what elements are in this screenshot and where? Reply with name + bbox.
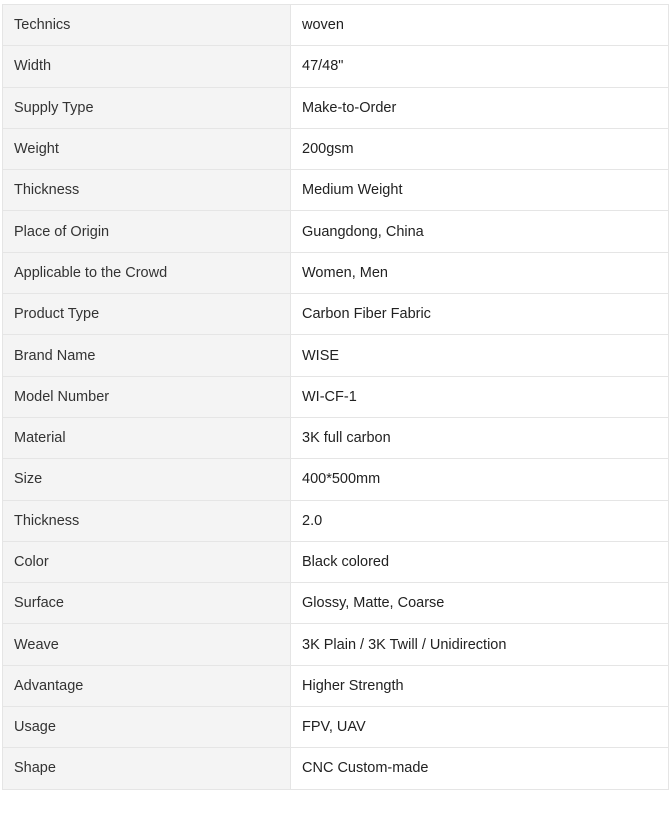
spec-label: Applicable to the Crowd [3,252,291,293]
table-row [3,624,669,665]
spec-value: Glossy, Matte, Coarse [291,583,669,624]
spec-label: Model Number [3,376,291,417]
spec-label: Width [3,46,291,87]
table-row [3,583,669,624]
spec-value: 3K full carbon [291,417,669,458]
table-row [3,87,669,128]
spec-value: woven [291,5,669,46]
table-row [3,211,669,252]
spec-value: 47/48" [291,46,669,87]
table-row [3,252,669,293]
table-row [3,459,669,500]
spec-label: Color [3,541,291,582]
table-row [3,335,669,376]
spec-label: Technics [3,5,291,46]
table-row [3,46,669,87]
table-row [3,128,669,169]
spec-value: Make-to-Order [291,87,669,128]
spec-label: Advantage [3,665,291,706]
table-row [3,665,669,706]
spec-value: Guangdong, China [291,211,669,252]
spec-value: WISE [291,335,669,376]
spec-label: Place of Origin [3,211,291,252]
table-row [3,541,669,582]
spec-value: CNC Custom-made [291,748,669,789]
spec-value: WI-CF-1 [291,376,669,417]
spec-value: Black colored [291,541,669,582]
spec-value: Higher Strength [291,665,669,706]
spec-label: Product Type [3,294,291,335]
spec-label: Material [3,417,291,458]
spec-value: 200gsm [291,128,669,169]
table-row [3,170,669,211]
spec-label: Surface [3,583,291,624]
spec-value: Women, Men [291,252,669,293]
spec-label: Supply Type [3,87,291,128]
spec-label: Thickness [3,500,291,541]
table-row [3,500,669,541]
spec-label: Brand Name [3,335,291,376]
spec-label: Shape [3,748,291,789]
product-specs-table [2,4,669,790]
table-row [3,417,669,458]
table-row [3,5,669,46]
table-row [3,294,669,335]
spec-value: 2.0 [291,500,669,541]
specs-table-body [3,5,669,790]
spec-value: 3K Plain / 3K Twill / Unidirection [291,624,669,665]
spec-label: Thickness [3,170,291,211]
spec-value: Medium Weight [291,170,669,211]
spec-label: Usage [3,707,291,748]
spec-label: Weight [3,128,291,169]
table-row [3,376,669,417]
spec-value: 400*500mm [291,459,669,500]
spec-label: Size [3,459,291,500]
spec-label: Weave [3,624,291,665]
spec-value: Carbon Fiber Fabric [291,294,669,335]
spec-value: FPV, UAV [291,707,669,748]
table-row [3,707,669,748]
table-row [3,748,669,789]
